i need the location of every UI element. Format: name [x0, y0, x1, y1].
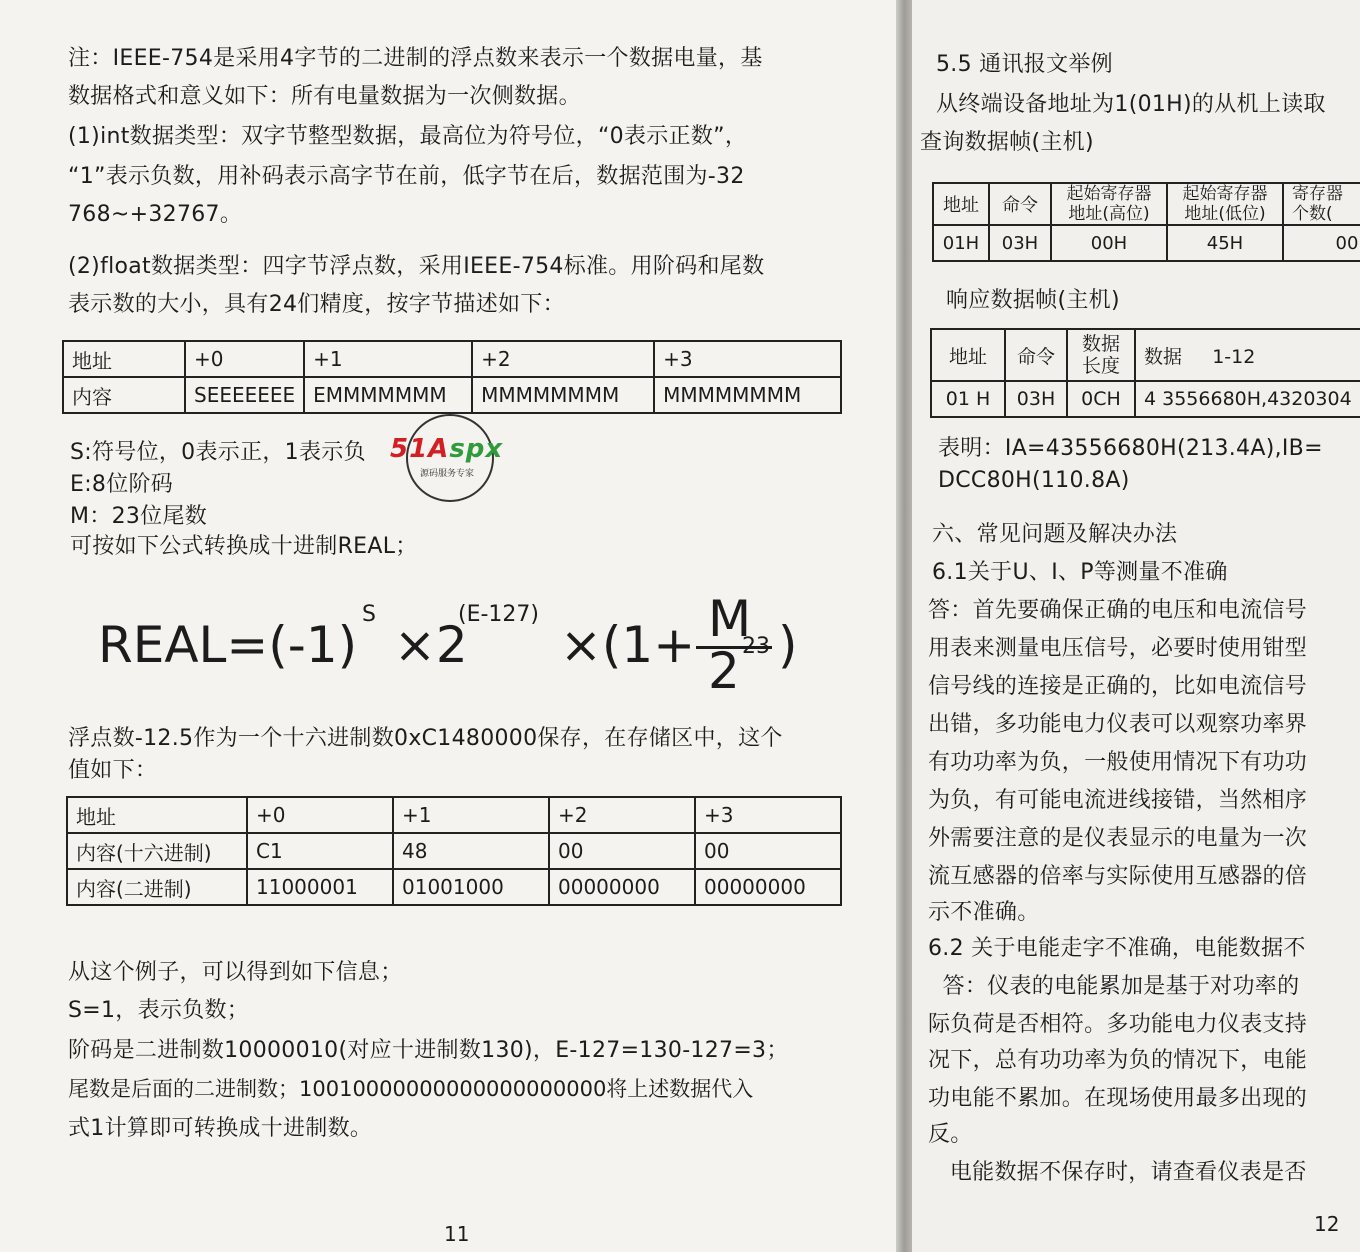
int-line-1: (1)int数据类型：双字节整型数据，最高位为符号位，“0表示正数”，	[68, 124, 748, 149]
def-formula-intro: 可按如下公式转换成十进制REAL；	[70, 534, 418, 559]
table-cell: +3	[654, 341, 841, 377]
formula-numerator: M	[708, 590, 752, 648]
table-cell: 03H	[989, 225, 1051, 261]
table-row	[67, 869, 841, 905]
table-cell: +1	[304, 341, 472, 377]
q1-line-7: 外需要注意的是仪表显示的电量为一次	[928, 826, 1308, 851]
table-cell: 起始寄存器 地址(低位)	[1167, 183, 1283, 225]
page-number-left: 11	[444, 1222, 470, 1246]
result-line-1: 从这个例子，可以得到如下信息；	[68, 960, 403, 985]
table-cell: 01001000	[393, 869, 549, 905]
def-sign: S:符号位，0表示正，1表示负	[70, 440, 366, 465]
def-exponent: E:8位阶码	[70, 472, 174, 497]
formula-lhs: REAL=(-1)	[98, 616, 358, 674]
table-cell: MMMMMMMM	[654, 377, 841, 413]
table-cell: C1	[247, 833, 393, 869]
q1-line-6: 为负，有可能电流进线接错，当然相序	[928, 788, 1308, 813]
table-cell: 45H	[1167, 225, 1283, 261]
table-row	[67, 797, 841, 833]
table-cell: 00	[1283, 225, 1360, 261]
response-table	[930, 328, 1360, 418]
chapter-title: 六、常见问题及解决办法	[932, 522, 1178, 547]
page-number-right: 12	[1314, 1212, 1340, 1236]
section-intro: 从终端设备地址为1(01H)的从机上读取	[936, 92, 1326, 117]
table-cell: 地址	[931, 329, 1005, 381]
table-cell: 11000001	[247, 869, 393, 905]
q1-line-9: 示不准确。	[928, 900, 1040, 925]
query-table	[932, 182, 1360, 262]
table-row	[931, 329, 1360, 381]
formula-sup-23: 23	[742, 634, 770, 659]
watermark-brand: 51Aspx	[390, 434, 504, 464]
table-cell: 数据 长度	[1067, 329, 1135, 381]
q1-line-1: 答：首先要确保正确的电压和电流信号	[928, 598, 1308, 623]
table-cell: +0	[185, 341, 304, 377]
byte-format-table	[62, 340, 842, 414]
example-line-2: 值如下：	[68, 758, 158, 783]
table-cell: 48	[393, 833, 549, 869]
result-line-2: S=1，表示负数；	[68, 998, 250, 1023]
float-line-2: 表示数的大小，具有24们精度，按字节描述如下：	[68, 292, 565, 317]
table-cell: 00000000	[549, 869, 695, 905]
formula-times-paren: ×(1+	[560, 616, 696, 674]
def-mantissa: M：23位尾数	[70, 504, 208, 529]
result-line-3: 阶码是二进制数10000010(对应十进制数130)，E-127=130-127=3；	[68, 1038, 789, 1063]
q2-line-6: 电能数据不保存时，请查看仪表是否	[928, 1160, 1307, 1185]
example-line-1: 浮点数-12.5作为一个十六进制数0xC1480000保存，在存储区中，这个	[68, 726, 783, 751]
table-cell: 寄存器 个数(	[1283, 183, 1360, 225]
table-cell: 地址	[67, 797, 247, 833]
formula-denominator: 2	[708, 642, 740, 700]
table-cell: 内容(二进制)	[67, 869, 247, 905]
table-cell: 00	[695, 833, 841, 869]
q1-line-8: 流互感器的倍率与实际使用互感器的倍	[928, 864, 1308, 889]
table-cell: +2	[549, 797, 695, 833]
note-line-2: 数据格式和意义如下：所有电量数据为一次侧数据。	[68, 84, 581, 109]
formula-sup-s: S	[362, 602, 376, 627]
right-page	[912, 0, 1360, 1252]
table-cell: +1	[393, 797, 549, 833]
table-row	[63, 377, 841, 413]
table-cell: 命令	[1005, 329, 1067, 381]
example-table	[66, 796, 842, 906]
table-cell: MMMMMMMM	[472, 377, 654, 413]
table-cell: 0CH	[1067, 381, 1135, 417]
formula-close: )	[778, 616, 798, 674]
table-cell: 起始寄存器 地址(高位)	[1051, 183, 1167, 225]
q2-title: 6.2 关于电能走字不准确，电能数据不	[928, 936, 1306, 961]
table-cell: 03H	[1005, 381, 1067, 417]
q1-line-4: 出错，多功能电力仪表可以观察功率界	[928, 712, 1308, 737]
table-cell: 4 3556680H,4320304	[1135, 381, 1360, 417]
q1-title: 6.1关于U、I、P等测量不准确	[932, 560, 1228, 585]
explain-line-2: DCC80H(110.8A)	[938, 468, 1130, 493]
note-line-1: 注：IEEE-754是采用4字节的二进制的浮点数来表示一个数据电量，基	[68, 46, 763, 71]
table-cell: 00000000	[695, 869, 841, 905]
table-row	[933, 225, 1360, 261]
watermark-tagline: 源码服务专家	[420, 469, 475, 479]
table-row	[933, 183, 1360, 225]
table-cell: 00	[549, 833, 695, 869]
query-label: 查询数据帧(主机)	[920, 130, 1094, 155]
int-line-2: “1”表示负数，用补码表示高字节在前，低字节在后，数据范围为-32	[68, 164, 745, 189]
watermark-logo	[390, 412, 510, 492]
table-cell: 00H	[1051, 225, 1167, 261]
table-cell: +2	[472, 341, 654, 377]
explain-line-1: 表明：IA=43556680H(213.4A),IB=	[938, 436, 1323, 461]
table-cell: 数据 1-12	[1135, 329, 1360, 381]
result-line-4: 尾数是后面的二进制数；10010000000000000000000将上述数据代入	[68, 1077, 754, 1101]
q2-line-5: 反。	[928, 1122, 973, 1147]
table-cell: 内容	[63, 377, 185, 413]
q1-line-2: 用表来测量电压信号，必要时使用钳型	[928, 636, 1308, 661]
table-cell: 地址	[933, 183, 989, 225]
response-label: 响应数据帧(主机)	[946, 288, 1120, 313]
q1-line-3: 信号线的连接是正确的，比如电流信号	[928, 674, 1308, 699]
formula-times-two: ×2	[394, 616, 468, 674]
float-line-1: (2)float数据类型：四字节浮点数，采用IEEE-754标准。用阶码和尾数	[68, 254, 765, 279]
q2-line-4: 功电能不累加。在现场使用最多出现的	[928, 1086, 1308, 1111]
table-row	[63, 341, 841, 377]
table-cell: 地址	[63, 341, 185, 377]
q2-line-1: 答：仪表的电能累加是基于对功率的	[928, 974, 1300, 999]
table-row	[67, 833, 841, 869]
table-cell: 命令	[989, 183, 1051, 225]
section-title: 5.5 通讯报文举例	[936, 52, 1113, 77]
table-cell: +3	[695, 797, 841, 833]
table-cell: +0	[247, 797, 393, 833]
q2-line-2: 际负荷是否相符。多功能电力仪表支持	[928, 1012, 1308, 1037]
table-cell: SEEEEEEE	[185, 377, 304, 413]
table-cell: 内容(十六进制)	[67, 833, 247, 869]
q1-line-5: 有功功率为负，一般使用情况下有功功	[928, 750, 1308, 775]
formula-sup-exp: (E-127)	[458, 602, 539, 627]
table-cell: 01 H	[931, 381, 1005, 417]
int-line-3: 768~+32767。	[68, 202, 243, 227]
table-cell: 01H	[933, 225, 989, 261]
result-line-5: 式1计算即可转换成十进制数。	[68, 1116, 373, 1141]
q2-line-3: 况下，总有功功率为负的情况下，电能	[928, 1048, 1308, 1073]
table-row	[931, 381, 1360, 417]
table-cell: EMMMMMMM	[304, 377, 472, 413]
